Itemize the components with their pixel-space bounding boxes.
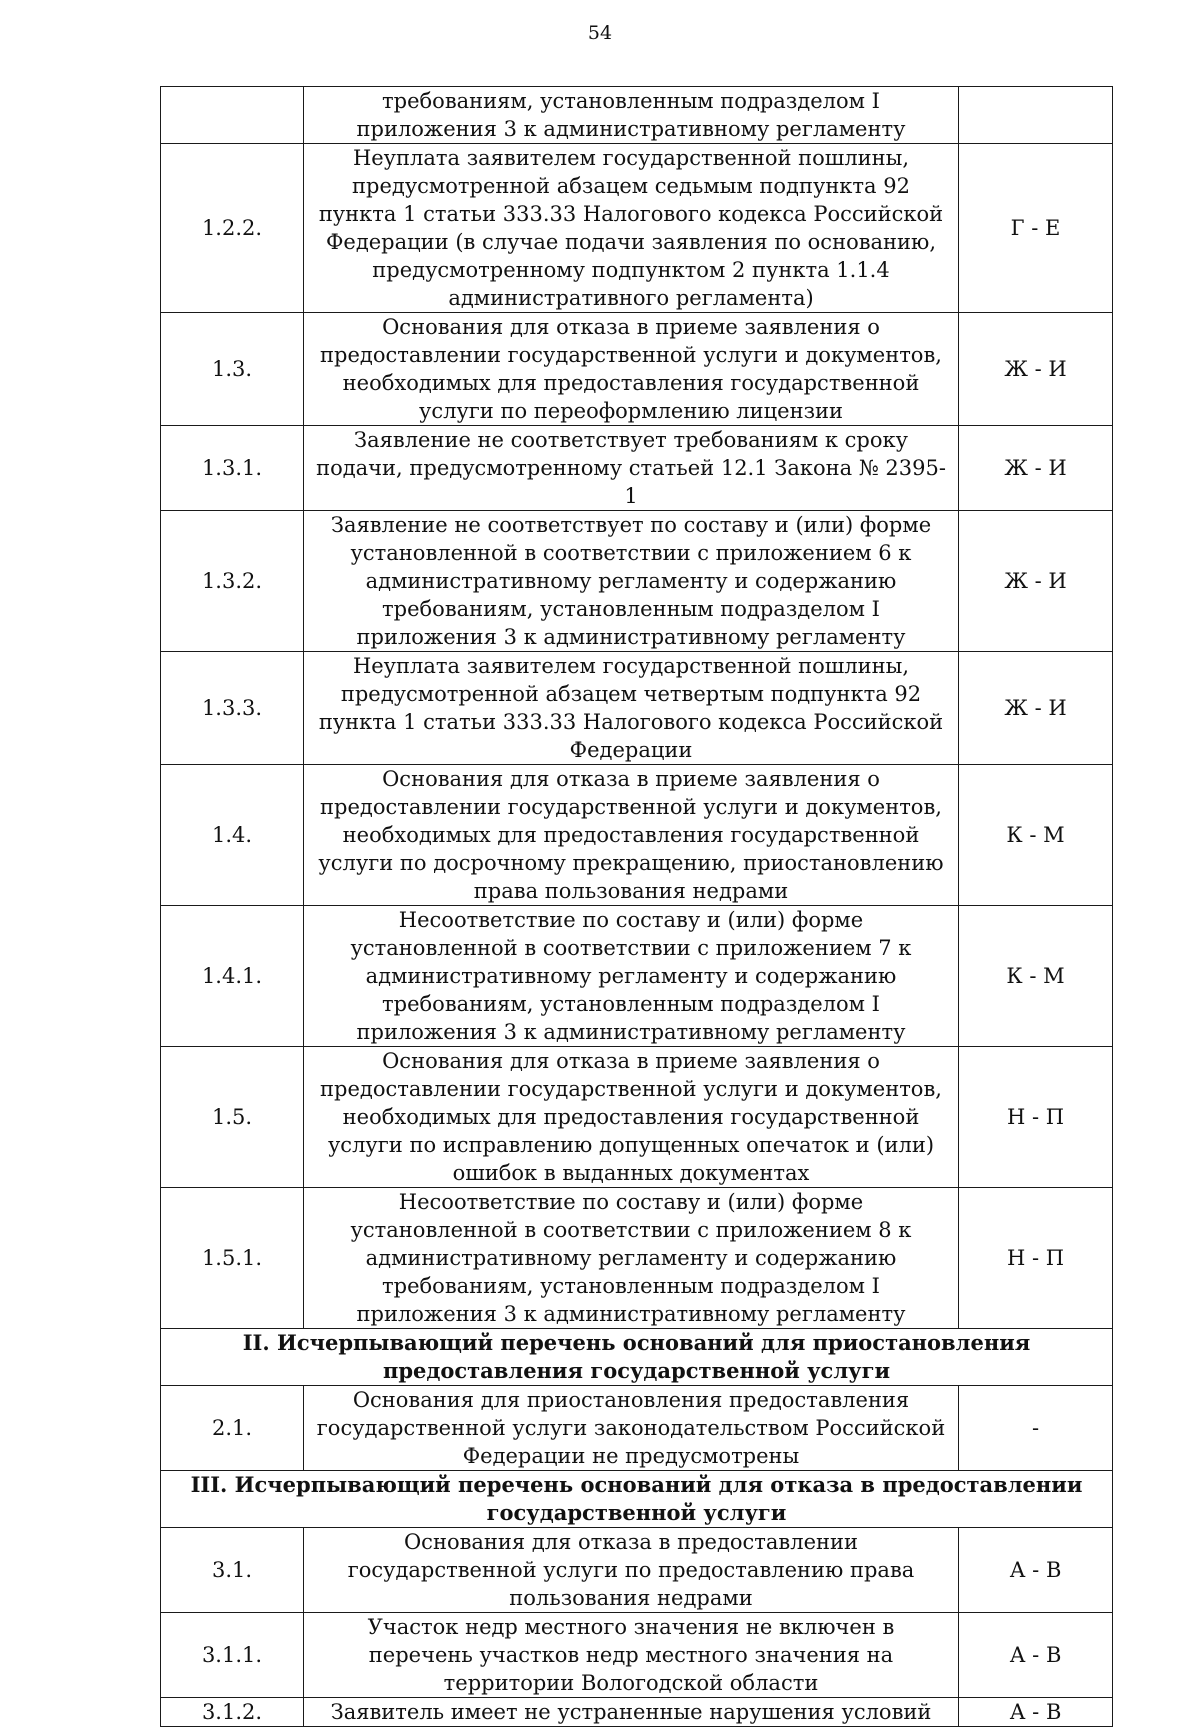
row-number: 1.4.1.	[161, 906, 304, 1047]
row-code: Г - Е	[959, 144, 1113, 313]
table-row	[161, 1613, 1113, 1698]
table-row	[161, 87, 1113, 144]
row-code: К - М	[959, 765, 1113, 906]
row-text: Основания для отказа в приеме заявления о предоставлении государственной услуги и документов, необходимых для предоставления государственной услуги по переоформлению лицензии	[304, 313, 959, 426]
row-number: 1.2.2.	[161, 144, 304, 313]
table-row	[161, 652, 1113, 765]
row-number: 1.4.	[161, 765, 304, 906]
row-text: Участок недр местного значения не включен в перечень участков недр местного значения на территории Вологодской области	[304, 1613, 959, 1698]
section-heading: III. Исчерпывающий перечень оснований для отказа в предоставлении государственной услуги	[161, 1471, 1113, 1528]
row-text: Заявитель имеет не устраненные нарушения условий	[304, 1698, 959, 1727]
row-text: требованиям, установленным подразделом I приложения 3 к административному регламенту	[304, 87, 959, 144]
row-code: Н - П	[959, 1188, 1113, 1329]
row-code	[959, 87, 1113, 144]
row-text: Неуплата заявителем государственной пошлины, предусмотренной абзацем седьмым подпункта 92 пункта 1 статьи 333.33 Налогового кодекса Российской Федерации (в случае подачи заявления по основанию, предусмотренному подпунктом 2 пункта 1.1.4 административного регламента)	[304, 144, 959, 313]
row-text: Основания для приостановления предоставления государственной услуги законодательством Российской Федерации не предусмотрены	[304, 1386, 959, 1471]
row-code: Ж - И	[959, 313, 1113, 426]
table-row	[161, 426, 1113, 511]
section-heading-row	[161, 1329, 1113, 1386]
table-row	[161, 313, 1113, 426]
row-number: 1.3.2.	[161, 511, 304, 652]
table-row	[161, 906, 1113, 1047]
row-text: Основания для отказа в приеме заявления о предоставлении государственной услуги и документов, необходимых для предоставления государственной услуги по исправлению допущенных опечаток и (или) ошибок в выданных документах	[304, 1047, 959, 1188]
table-row	[161, 511, 1113, 652]
row-code: Ж - И	[959, 511, 1113, 652]
row-text: Неуплата заявителем государственной пошлины, предусмотренной абзацем четвертым подпункта 92 пункта 1 статьи 333.33 Налогового кодекса Российской Федерации	[304, 652, 959, 765]
table-row	[161, 1528, 1113, 1613]
row-text: Несоответствие по составу и (или) форме установленной в соответствии с приложением 8 к административному регламенту и содержанию требованиям, установленным подразделом I приложения 3 к административному регламенту	[304, 1188, 959, 1329]
table-row	[161, 144, 1113, 313]
row-code: А - В	[959, 1528, 1113, 1613]
row-text: Заявление не соответствует по составу и (или) форме установленной в соответствии с приложением 6 к административному регламенту и содержанию требованиям, установленным подразделом I приложения 3 к административному регламенту	[304, 511, 959, 652]
row-number: 1.5.1.	[161, 1188, 304, 1329]
row-code: А - В	[959, 1698, 1113, 1727]
row-code: К - М	[959, 906, 1113, 1047]
table-row	[161, 1047, 1113, 1188]
row-code: -	[959, 1386, 1113, 1471]
row-number: 1.3.	[161, 313, 304, 426]
row-number: 1.3.1.	[161, 426, 304, 511]
row-number: 3.1.1.	[161, 1613, 304, 1698]
table-row	[161, 1188, 1113, 1329]
row-number: 2.1.	[161, 1386, 304, 1471]
row-text: Основания для отказа в приеме заявления о предоставлении государственной услуги и документов, необходимых для предоставления государственной услуги по досрочному прекращению, приостановлению права пользования недрами	[304, 765, 959, 906]
table-row	[161, 1698, 1113, 1727]
row-code: А - В	[959, 1613, 1113, 1698]
row-code: Н - П	[959, 1047, 1113, 1188]
row-number: 1.3.3.	[161, 652, 304, 765]
row-number: 3.1.	[161, 1528, 304, 1613]
row-text: Основания для отказа в предоставлении государственной услуги по предоставлению права пользования недрами	[304, 1528, 959, 1613]
row-number: 1.5.	[161, 1047, 304, 1188]
page-number: 54	[587, 22, 613, 44]
section-heading-row	[161, 1471, 1113, 1528]
row-text: Заявление не соответствует требованиям к сроку подачи, предусмотренному статьей 12.1 Закона № 2395-1	[304, 426, 959, 511]
regulation-table	[160, 86, 1113, 1727]
table-row	[161, 765, 1113, 906]
row-text: Несоответствие по составу и (или) форме установленной в соответствии с приложением 7 к административному регламенту и содержанию требованиям, установленным подразделом I приложения 3 к административному регламенту	[304, 906, 959, 1047]
row-number	[161, 87, 304, 144]
section-heading: II. Исчерпывающий перечень оснований для приостановления предоставления государственной услуги	[161, 1329, 1113, 1386]
row-code: Ж - И	[959, 426, 1113, 511]
row-number: 3.1.2.	[161, 1698, 304, 1727]
row-code: Ж - И	[959, 652, 1113, 765]
table-row	[161, 1386, 1113, 1471]
